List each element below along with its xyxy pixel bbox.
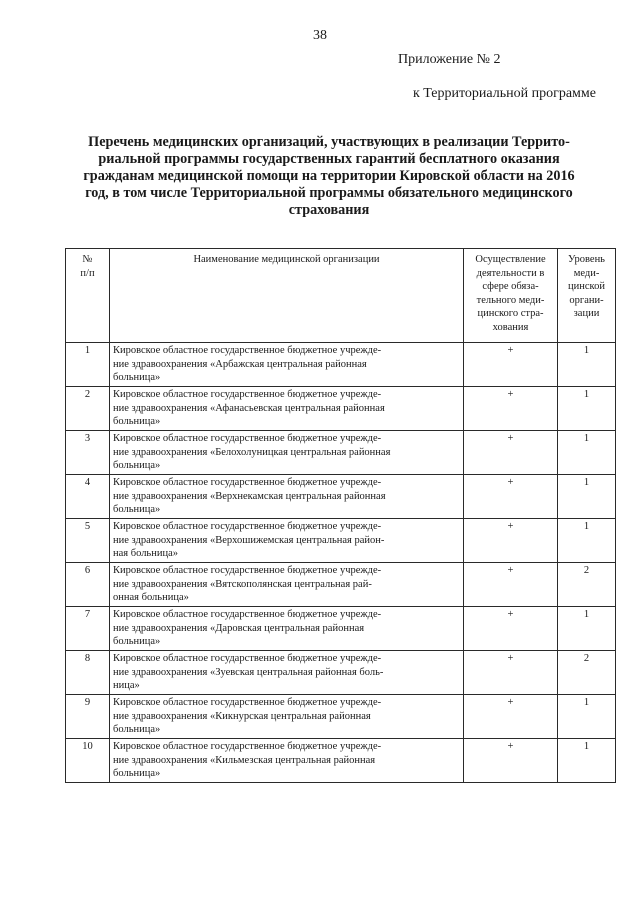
table-row xyxy=(66,607,616,651)
header-line: тельного меди- xyxy=(476,294,545,306)
title-line: год, в том числе Территориальной программы обязательного медицинского xyxy=(85,185,573,201)
organization-name xyxy=(110,607,464,651)
table-row xyxy=(66,475,616,519)
organization-name-line: онная больница» xyxy=(113,592,189,603)
organization-name xyxy=(110,695,464,739)
header-number xyxy=(66,249,110,343)
table-body xyxy=(66,343,616,783)
header-line: Уровень xyxy=(568,254,605,265)
organization-name-line: ние здравоохранения «Верхошижемская центральная район- xyxy=(113,534,385,546)
organization-name xyxy=(110,651,464,695)
organization-name-line: ние здравоохранения «Кикнурская центральная районная xyxy=(113,710,371,722)
organization-name-line: ние здравоохранения «Вятскополянская центральная рай- xyxy=(113,578,372,590)
organization-name-line: Кировское областное государственное бюджетное учрежде- xyxy=(113,433,382,444)
organization-name xyxy=(110,475,464,519)
title-line: гражданам медицинской помощи на территории Кировской области на 2016 xyxy=(83,168,575,184)
title-line: Перечень медицинских организаций, участвующих в реализации Террито- xyxy=(88,134,570,150)
organization-name-line: Кировское областное государственное бюджетное учрежде- xyxy=(113,565,382,576)
organization-name xyxy=(110,519,464,563)
oms-activity-mark: + xyxy=(464,695,558,739)
appendix-reference: к Территориальной программе xyxy=(412,86,596,101)
organization-name-line: больница» xyxy=(113,768,161,779)
oms-activity-mark: + xyxy=(464,343,558,387)
organization-level: 1 xyxy=(558,475,616,519)
organization-name xyxy=(110,343,464,387)
header-line: № xyxy=(82,254,93,265)
title-line: страхования xyxy=(288,202,370,218)
organization-name-line: больница» xyxy=(113,372,161,383)
organization-name-line: больница» xyxy=(113,460,161,471)
organization-name-line: Кировское областное государственное бюджетное учрежде- xyxy=(113,521,382,532)
organizations-table xyxy=(65,248,616,783)
row-number: 7 xyxy=(66,607,110,651)
table-row xyxy=(66,343,616,387)
oms-activity-mark: + xyxy=(464,739,558,783)
row-number: 1 xyxy=(66,343,110,387)
organization-name-line: ница» xyxy=(113,680,140,691)
row-number: 5 xyxy=(66,519,110,563)
header-line: сфере обяза- xyxy=(482,281,539,292)
organization-name xyxy=(110,739,464,783)
oms-activity-mark: + xyxy=(464,431,558,475)
header-line: цинской xyxy=(568,281,605,292)
title-line: риальной программы государственных гарантий бесплатного оказания xyxy=(98,151,560,167)
table-row xyxy=(66,387,616,431)
header-oms-activity xyxy=(464,249,558,343)
header-line: зации xyxy=(573,308,600,319)
oms-activity-mark: + xyxy=(464,607,558,651)
oms-activity-mark: + xyxy=(464,519,558,563)
header-line: хования xyxy=(492,321,529,333)
row-number: 8 xyxy=(66,651,110,695)
organization-name-line: ние здравоохранения «Даровская центральная районная xyxy=(113,622,365,634)
table-header-row xyxy=(66,249,616,343)
page-number: 38 xyxy=(313,28,327,43)
organization-name xyxy=(110,387,464,431)
organization-name-line: ние здравоохранения «Кильмезская центральная районная xyxy=(113,754,376,766)
document-title xyxy=(62,134,596,219)
header-organization-level xyxy=(558,249,616,343)
organization-name-line: Кировское областное государственное бюджетное учрежде- xyxy=(113,609,382,620)
header-line: деятельности в xyxy=(476,267,545,279)
organization-name-line: больница» xyxy=(113,504,161,515)
header-line: меди- xyxy=(573,267,600,279)
organization-name-line: Кировское областное государственное бюджетное учрежде- xyxy=(113,389,382,400)
organization-name-line: Кировское областное государственное бюджетное учрежде- xyxy=(113,741,382,752)
table-row xyxy=(66,739,616,783)
organization-level: 1 xyxy=(558,607,616,651)
row-number: 2 xyxy=(66,387,110,431)
organization-name-line: больница» xyxy=(113,724,161,735)
oms-activity-mark: + xyxy=(464,475,558,519)
organization-level: 1 xyxy=(558,343,616,387)
organization-name-line: Кировское областное государственное бюджетное учрежде- xyxy=(113,345,382,356)
oms-activity-mark: + xyxy=(464,651,558,695)
organization-name-line: ние здравоохранения «Афанасьевская центральная районная xyxy=(113,402,385,414)
organization-level: 2 xyxy=(558,651,616,695)
header-line: Осуществление xyxy=(475,254,546,265)
organization-level: 1 xyxy=(558,739,616,783)
row-number: 4 xyxy=(66,475,110,519)
organization-level: 1 xyxy=(558,387,616,431)
oms-activity-mark: + xyxy=(464,563,558,607)
table-row xyxy=(66,563,616,607)
row-number: 10 xyxy=(66,739,110,783)
row-number: 9 xyxy=(66,695,110,739)
organization-name-line: ние здравоохранения «Зуевская центральная районная боль- xyxy=(113,666,384,678)
organization-level: 1 xyxy=(558,519,616,563)
table-row xyxy=(66,695,616,739)
organization-name-line: Кировское областное государственное бюджетное учрежде- xyxy=(113,477,382,488)
header-organization-name: Наименование медицинской организации xyxy=(110,249,464,343)
organization-name-line: ние здравоохранения «Белохолуницкая центральная районная xyxy=(113,446,391,458)
table-row xyxy=(66,651,616,695)
row-number: 6 xyxy=(66,563,110,607)
table-row xyxy=(66,431,616,475)
organization-level: 2 xyxy=(558,563,616,607)
organization-name-line: Кировское областное государственное бюджетное учрежде- xyxy=(113,653,382,664)
header-line: органи- xyxy=(569,294,604,306)
organization-name-line: ние здравоохранения «Верхнекамская центральная районная xyxy=(113,490,386,502)
oms-activity-mark: + xyxy=(464,387,558,431)
organization-name xyxy=(110,563,464,607)
organization-name-line: Кировское областное государственное бюджетное учрежде- xyxy=(113,697,382,708)
appendix-label: Приложение № 2 xyxy=(398,52,501,67)
organization-name-line: больница» xyxy=(113,636,161,647)
table-row xyxy=(66,519,616,563)
organization-name-line: больница» xyxy=(113,416,161,427)
organization-name-line: ная больница» xyxy=(113,548,178,559)
organization-name xyxy=(110,431,464,475)
organization-level: 1 xyxy=(558,695,616,739)
organization-level: 1 xyxy=(558,431,616,475)
organization-name-line: ние здравоохранения «Арбажская центральная районная xyxy=(113,358,367,370)
row-number: 3 xyxy=(66,431,110,475)
header-line: цинского стра- xyxy=(477,308,544,319)
header-line: п/п xyxy=(80,267,95,279)
